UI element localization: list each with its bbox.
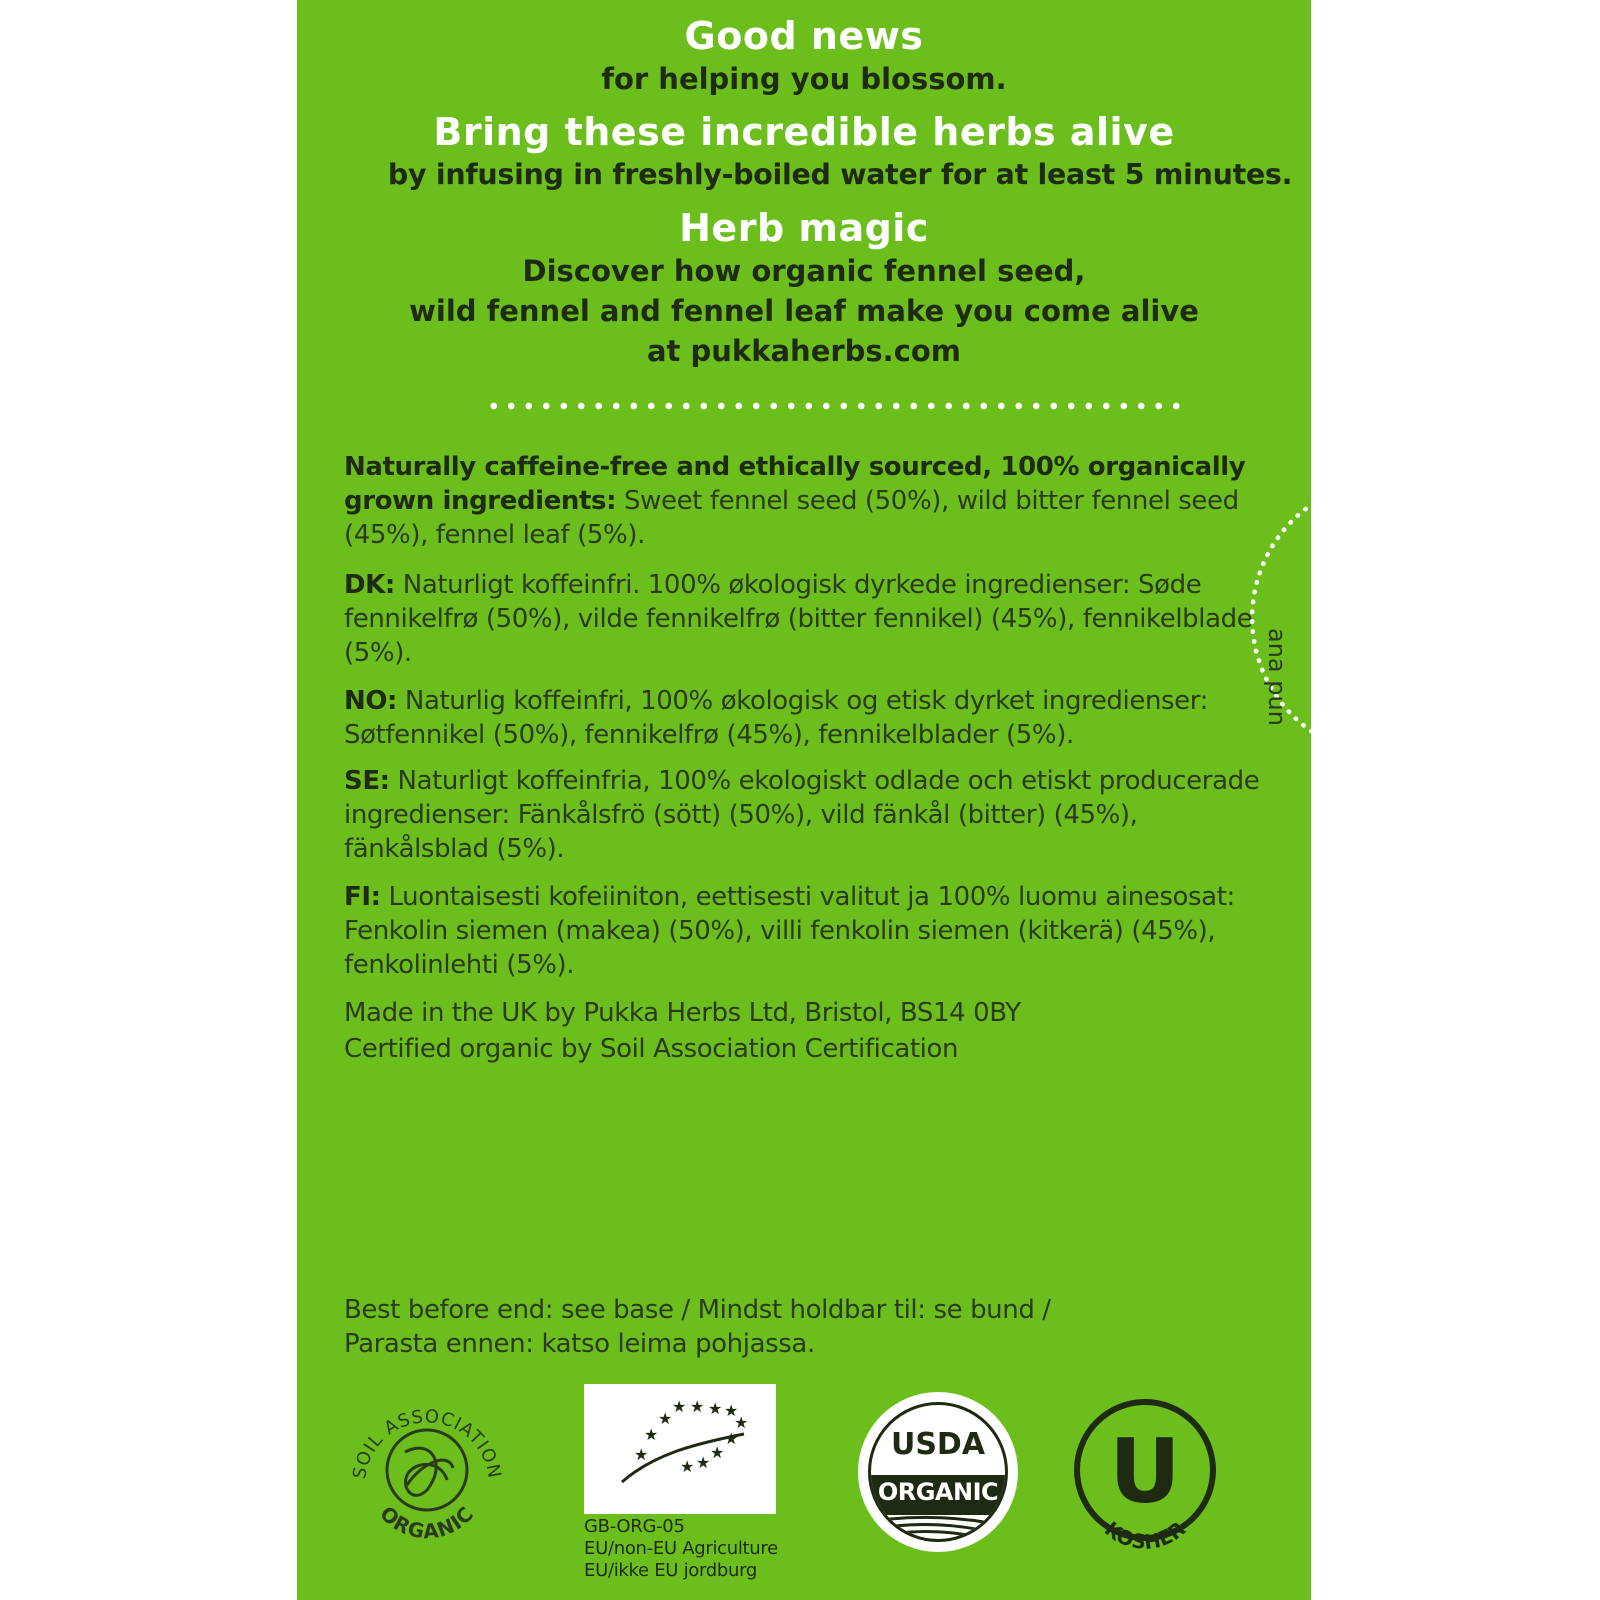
svg-text:★: ★ (724, 1401, 739, 1420)
good-news-subheading: for helping you blossom. (601, 62, 1007, 96)
svg-text:★: ★ (724, 1429, 739, 1448)
norwegian-label: NO: (344, 686, 398, 716)
ingredients-swedish (344, 764, 1274, 866)
norwegian-text: Naturlig koffeinfri, 100% økologisk og etisk dyrket ingredienser: Søtfennikel (50%), fennikelfrø (45%), fennikelblader (5%). (344, 686, 1208, 750)
svg-text:★: ★ (734, 1413, 749, 1432)
svg-text:★: ★ (634, 1445, 649, 1464)
eu-agriculture-line-1: EU/non-EU Agriculture (584, 1538, 778, 1559)
usda-field-icon (871, 1515, 1008, 1542)
finnish-text: Luontaisesti kofeiiniton, eettisesti valitut ja 100% luomu ainesosat: Fenkolin siemen (makea) (50%), villi fenkolin siemen (kitkerä) (45%), fenkolinlehti (5%). (344, 882, 1235, 980)
infusion-instructions: by infusing in freshly-boiled water for at least 5 minutes. (387, 158, 1293, 191)
svg-text:★: ★ (680, 1457, 695, 1476)
danish-text: Naturligt koffeinfri. 100% økologisk dyrkede ingredienser: Søde fennikelfrø (50%), vilde fennikelfrø (bitter fennikel) (45%), fennikelblade (5%). (344, 570, 1253, 668)
eu-control-code: GB-ORG-05 (584, 1516, 685, 1537)
svg-text:★: ★ (710, 1443, 725, 1462)
usda-organic-seal (858, 1392, 1018, 1552)
ingredients-danish (344, 568, 1274, 670)
svg-text:★: ★ (672, 1397, 687, 1416)
svg-text:★: ★ (644, 1425, 659, 1444)
ingredients-english-text: Sweet fennel seed (50%), wild bitter fennel seed (45%), fennel leaf (5%). (344, 486, 1239, 550)
soil-circle-icon (387, 1430, 467, 1510)
ingredients-english-bold: Naturally caffeine-free and ethically sourced, 100% organically grown ingredients: (344, 452, 1246, 516)
svg-text:SOIL ASSOCIATION (349, 1406, 505, 1480)
kosher-word: KOSHER (1100, 1516, 1190, 1555)
swedish-label: SE: (344, 766, 390, 796)
usda-organic-text: ORGANIC (877, 1478, 999, 1506)
eu-agriculture-line-2: EU/ikke EU jordburg (584, 1560, 758, 1581)
ingredients-english (344, 450, 1274, 552)
side-tab-text: ana pun (1263, 628, 1291, 726)
svg-text:★: ★ (696, 1453, 711, 1472)
eu-organic-logo (584, 1384, 776, 1514)
ingredients-finnish (344, 880, 1274, 982)
good-news-heading: Good news (684, 14, 924, 58)
herb-magic-line-2: wild fennel and fennel leaf make you come alive (409, 294, 1199, 328)
herb-magic-line-1: Discover how organic fennel seed, (522, 254, 1086, 288)
bring-herbs-heading: Bring these incredible herbs alive (433, 110, 1175, 154)
eu-leaf-stars-icon (584, 1384, 776, 1514)
eu-organic-caption (584, 1516, 778, 1582)
herb-magic-line-3: at pukkaherbs.com (646, 334, 962, 368)
svg-text:★: ★ (690, 1397, 705, 1416)
kosher-letter: U (1109, 1420, 1181, 1523)
maker-line-2: Certified organic by Soil Association Certification (344, 1034, 959, 1064)
soil-association-logo (337, 1390, 517, 1570)
dotted-divider (485, 402, 1187, 410)
best-before-line-1: Best before end: see base / Mindst holdbar til: se bund / (344, 1295, 1051, 1325)
soil-association-organic-text: ORGANIC (375, 1501, 479, 1544)
svg-text:★: ★ (708, 1399, 723, 1418)
soil-association-arc-text: SOIL ASSOCIATION (349, 1406, 505, 1481)
best-before-line-2: Parasta ennen: katso leima pohjassa. (344, 1329, 815, 1359)
danish-label: DK: (344, 570, 395, 600)
package-back-panel (297, 0, 1311, 1600)
svg-text:ORGANIC (375, 1501, 478, 1543)
finnish-label: FI: (344, 882, 381, 912)
svg-text:★: ★ (658, 1409, 673, 1428)
maker-line-1: Made in the UK by Pukka Herbs Ltd, Bristol, BS14 0BY (344, 998, 1021, 1028)
herb-magic-heading: Herb magic (679, 206, 929, 250)
kosher-logo (1065, 1390, 1225, 1570)
ingredients-norwegian (344, 684, 1274, 752)
usda-text: USDA (890, 1427, 986, 1462)
swedish-text: Naturligt koffeinfria, 100% ekologiskt odlade och etiskt producerade ingredienser: Fänkålsfrö (sött) (50%), vild fänkål (bitter) (45%), fänkålsblad (5%). (344, 766, 1260, 864)
